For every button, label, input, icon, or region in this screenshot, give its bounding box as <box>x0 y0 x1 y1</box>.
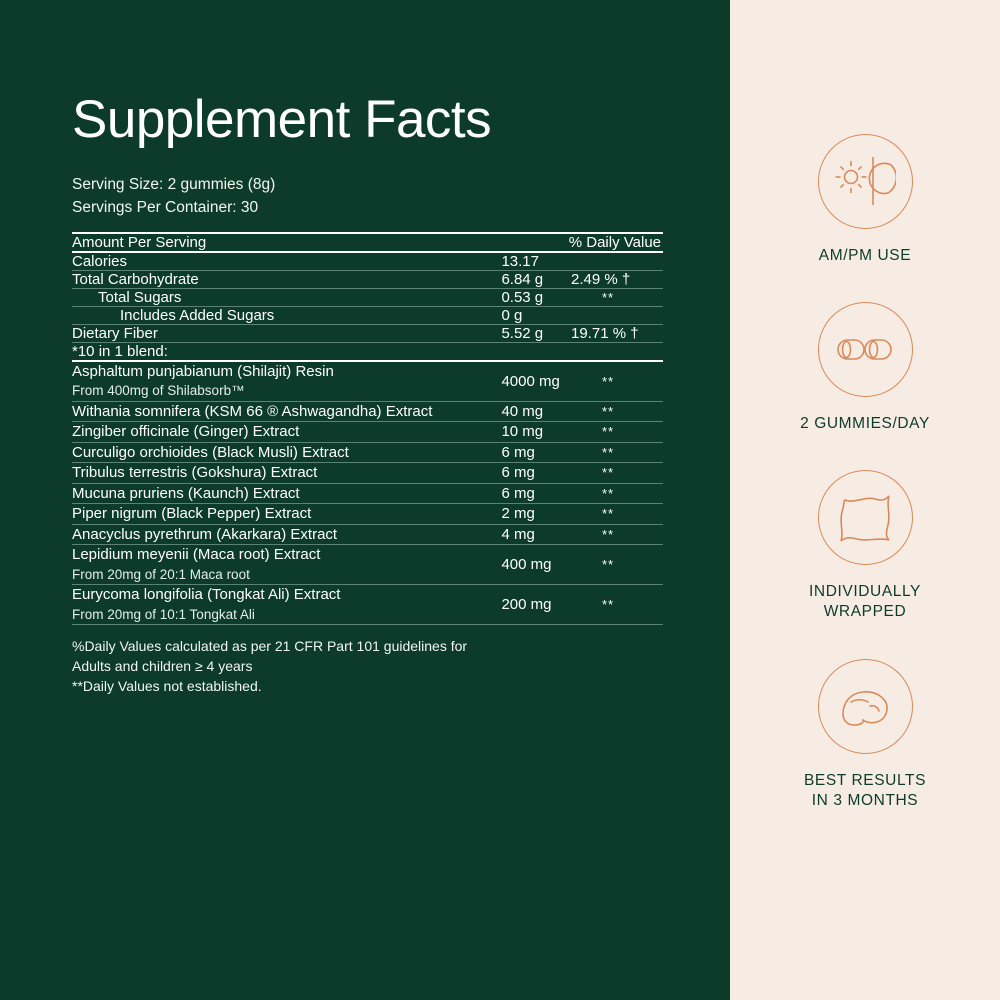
table-row <box>72 524 663 545</box>
row-daily-value: ** <box>601 289 615 305</box>
column-header-daily-value: % Daily Value <box>568 233 661 251</box>
ingredient-name: Lepidium meyenii (Maca root) Extract <box>72 546 321 564</box>
icon-circle <box>818 134 913 229</box>
ingredient-daily-value: ** <box>601 403 615 419</box>
feature-am-pm-use <box>730 134 1000 266</box>
column-header-amount: Amount Per Serving <box>72 233 207 251</box>
ingredient-daily-value: ** <box>601 444 615 460</box>
feature-two-gummies-per-day <box>730 302 1000 434</box>
ingredient-amount: 4000 mg <box>501 372 560 390</box>
feature-best-results <box>730 659 1000 811</box>
two-gummies-icon <box>834 327 896 373</box>
row-amount: 0.53 g <box>501 288 544 306</box>
footnote-not-established: **Daily Values not established. <box>72 677 262 694</box>
table-row <box>72 504 663 525</box>
table-row <box>72 463 663 484</box>
row-label: Total Sugars <box>98 288 182 306</box>
table-header-row <box>72 233 663 252</box>
feature-label <box>804 771 926 811</box>
feature-sidebar <box>730 0 1000 1000</box>
ingredient-amount: 2 mg <box>501 505 535 523</box>
row-daily-value <box>571 306 663 324</box>
row-label: Total Carbohydrate <box>72 270 199 288</box>
ingredient-name: Eurycoma longifolia (Tongkat Ali) Extract <box>72 586 341 604</box>
table-row <box>72 483 663 504</box>
table-row <box>72 585 663 625</box>
ingredient-daily-value: ** <box>601 373 615 389</box>
icon-circle <box>818 659 913 754</box>
ingredient-source: From 20mg of 20:1 Maca root <box>72 566 250 582</box>
page-title: Supplement Facts <box>72 90 492 149</box>
ingredient-daily-value: ** <box>601 597 615 613</box>
ingredient-source: From 400mg of Shilabsorb™ <box>72 383 245 399</box>
ingredient-amount: 10 mg <box>501 423 544 441</box>
servings-per-container: Servings Per Container: 30 <box>72 198 259 216</box>
ingredient-daily-value: ** <box>601 557 615 573</box>
table-row <box>72 324 663 342</box>
feature-label-line2: IN 3 MONTHS <box>811 791 919 809</box>
table-row <box>72 422 663 443</box>
table-row <box>72 545 663 585</box>
row-amount: 6.84 g <box>501 270 544 288</box>
icon-circle <box>818 470 913 565</box>
feature-label: AM/PM USE <box>818 247 912 264</box>
ingredient-daily-value: ** <box>601 465 615 481</box>
ingredient-amount: 200 mg <box>501 596 552 614</box>
ingredient-daily-value: ** <box>601 485 615 501</box>
row-amount: 5.52 g <box>501 324 544 342</box>
ingredient-name: Curculigo orchioides (Black Musli) Extract <box>72 443 349 461</box>
feature-label-line2: WRAPPED <box>823 603 907 621</box>
ingredient-name: Anacyclus pyrethrum (Akarkara) Extract <box>72 525 338 543</box>
table-row <box>72 270 663 288</box>
footnotes <box>72 624 663 697</box>
row-amount: 0 g <box>501 306 523 324</box>
ingredient-amount: 400 mg <box>501 556 552 574</box>
table-row <box>72 401 663 422</box>
feature-label <box>809 582 921 622</box>
ingredient-source: From 20mg of 10:1 Tongkat Ali <box>72 606 255 622</box>
row-label: Dietary Fiber <box>72 324 158 342</box>
ingredient-daily-value: ** <box>601 424 615 440</box>
table-row <box>72 288 663 306</box>
row-amount: 13.17 <box>501 252 539 270</box>
table-row <box>72 361 663 402</box>
ingredient-name: Asphaltum punjabianum (Shilajit) Resin <box>72 362 334 380</box>
serving-info <box>72 174 662 220</box>
row-daily-value: 19.71 % † <box>571 324 639 342</box>
ingredient-name: Tribulus terrestris (Gokshura) Extract <box>72 464 318 482</box>
footnote-daily-values-2: Adults and children ≥ 4 years <box>72 657 253 674</box>
icon-circle <box>818 302 913 397</box>
ingredient-daily-value: ** <box>601 526 615 542</box>
ingredient-name: Withania somnifera (KSM 66 ® Ashwagandha) Extract <box>72 402 433 420</box>
ingredient-amount: 4 mg <box>501 525 535 543</box>
feature-label: 2 GUMMIES/DAY <box>800 415 930 433</box>
feature-label-line1: BEST RESULTS <box>803 771 927 789</box>
blend-label: *10 in 1 blend: <box>72 342 168 360</box>
row-daily-value <box>571 252 663 271</box>
ingredient-amount: 6 mg <box>501 464 535 482</box>
ingredient-amount: 6 mg <box>501 484 535 502</box>
sun-moon-icon <box>834 155 896 209</box>
nutrition-table <box>72 232 663 625</box>
serving-size: Serving Size: 2 gummies (8g) <box>72 175 276 193</box>
flexed-bicep-icon <box>837 680 893 732</box>
ingredient-name: Zingiber officinale (Ginger) Extract <box>72 423 300 441</box>
row-label: Calories <box>72 252 128 270</box>
table-row <box>72 442 663 463</box>
ingredient-daily-value: ** <box>601 506 615 522</box>
footnote-daily-values-1: %Daily Values calculated as per 21 CFR Part 101 guidelines for <box>72 638 468 655</box>
feature-individually-wrapped <box>730 470 1000 622</box>
row-daily-value: 2.49 % † <box>571 270 631 288</box>
table-row <box>72 252 663 271</box>
wrapper-icon <box>837 492 893 544</box>
table-row <box>72 306 663 324</box>
ingredient-name: Mucuna pruriens (Kaunch) Extract <box>72 484 300 502</box>
blend-header-row <box>72 342 663 361</box>
ingredient-amount: 6 mg <box>501 443 535 461</box>
row-label: Includes Added Sugars <box>120 306 275 324</box>
ingredient-amount: 40 mg <box>501 402 544 420</box>
ingredient-name: Piper nigrum (Black Pepper) Extract <box>72 505 312 523</box>
feature-label-line1: INDIVIDUALLY <box>809 583 921 601</box>
